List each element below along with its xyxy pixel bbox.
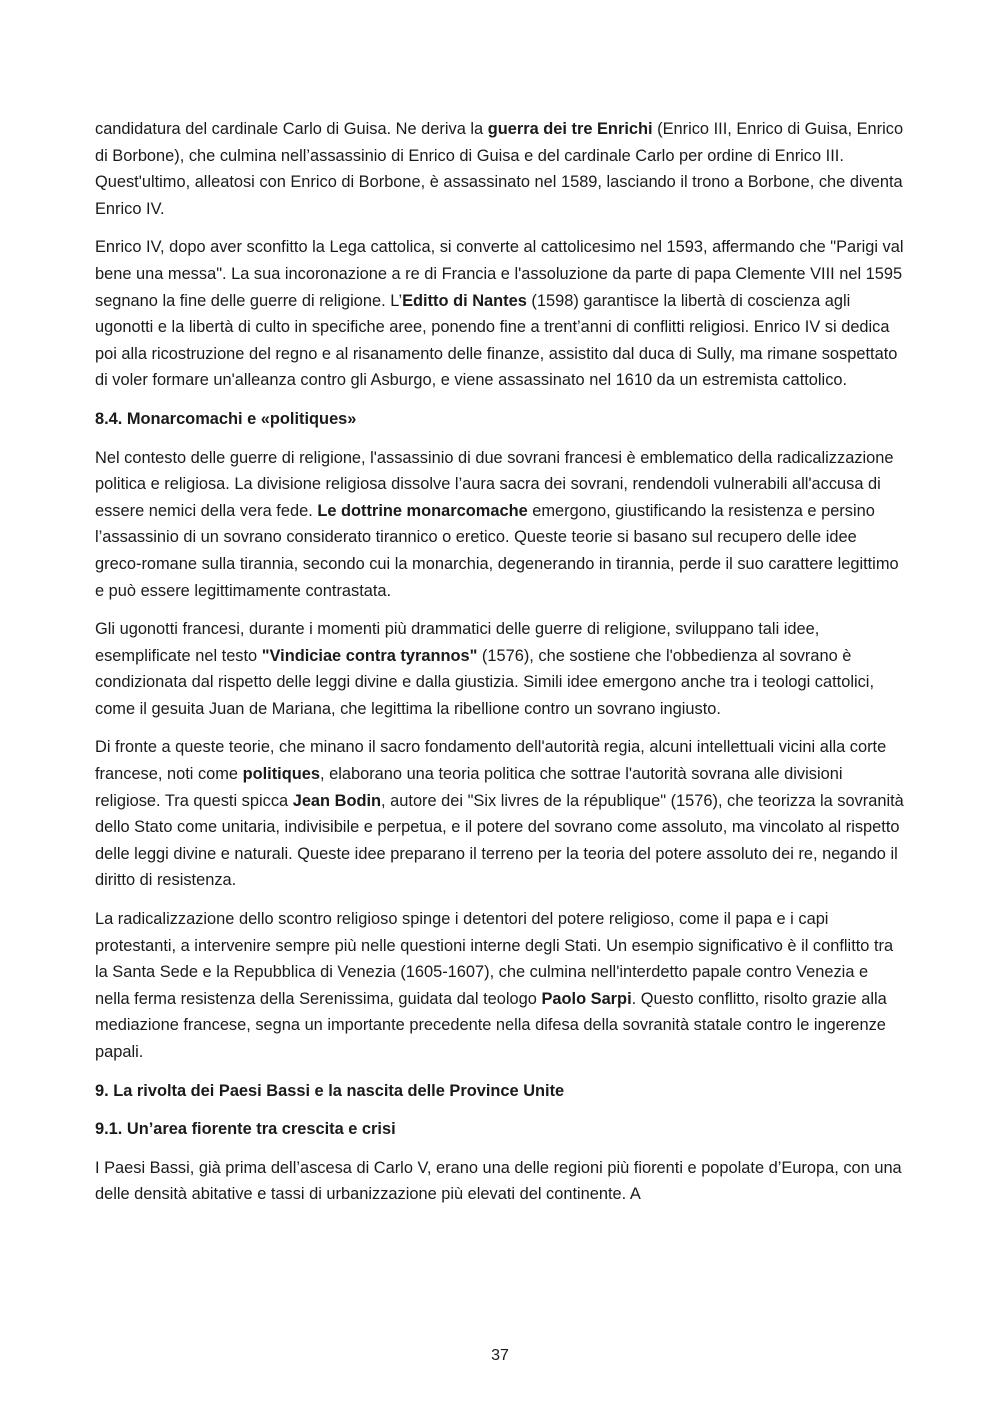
section-heading-9-1: 9.1. Un’area fiorente tra crescita e crisi (95, 1120, 396, 1139)
document-page (95, 116, 907, 1220)
bold-term: guerra dei tre Enrichi (487, 120, 653, 138)
paragraph-monarcomachi (95, 445, 907, 605)
paragraph-paesi-bassi (95, 1155, 907, 1208)
text-span: (1598) garantisce la libertà di coscienza agli ugonotti e la libertà di culto in specifiche aree, ponendo fine a trent’anni di conflitti religiosi. Enrico IV si dedica poi alla ricostruzione del regno e al risanamento delle finanze, assistito dal duca di Sully, ma rimane sospettato di voler formare un'alleanza contro gli Asburgo, e viene assassinato nel 1610 da un estremista cattolico. (95, 291, 898, 390)
bold-term: "Vindiciae contra tyrannos" (261, 646, 478, 665)
paragraph-politiques (95, 734, 907, 894)
text-span: candidatura del cardinale Carlo di Guisa. Ne deriva la (95, 120, 488, 138)
text-span: Gli ugonotti francesi, durante i momenti più drammatici delle guerre di religione, sviluppano tali idee, esemplificate nel testo (95, 620, 820, 665)
paragraph-ugonotti (95, 616, 907, 722)
text-span: (1576), che sostiene che l'obbedienza al sovrano è condizionata dal rispetto delle leggi divine e dalla giustizia. Simili idee emergono anche tra i teologi cattolici, come il gesuita Juan de Mariana, che legittima la ribellione contro un sovrano ingiusto. (95, 646, 875, 718)
paragraph-guerra-tre-enrichi (95, 116, 907, 222)
section-heading-9: 9. La rivolta dei Paesi Bassi e la nascita delle Province Unite (95, 1081, 565, 1100)
text-span: I Paesi Bassi, già prima dell’ascesa di Carlo V, erano una delle regioni più fiorenti e popolate d’Europa, con una delle densità abitative e tassi di urbanizzazione più elevati del continente. A (95, 1158, 902, 1204)
text-span: Nel contesto delle guerre di religione, l'assassinio di due sovrani francesi è emblematico della radicalizzazione politica e religiosa. La divisione religiosa dissolve l’aura sacra dei sovrani, rendendoli vulnerabili all'accusa di essere nemici della vera fede. (95, 448, 894, 520)
text-span: Di fronte a queste teorie, che minano il sacro fondamento dell'autorità regia, alcuni intellettuali vicini alla corte francese, noti come (95, 738, 887, 784)
text-span: La radicalizzazione dello scontro religioso spinge i detentori del potere religioso, come il papa e i capi protestanti, a intervenire sempre più nelle questioni interne degli Stati. Un esempio significativo è il conflitto tra la Santa Sede e la Repubblica di Venezia (1605-1607), che culmina nell'interdetto papale contro Venezia e nella ferma resistenza della Serenissima, guidata dal teologo (95, 910, 894, 1008)
text-span: . Questo conflitto, risolto grazie alla mediazione francese, segna un importante precedente nella difesa della sovranità statale contro le ingerenze papali. (95, 989, 887, 1061)
text-span: Enrico IV, dopo aver sconfitto la Lega cattolica, si converte al cattolicesimo nel 1593, affermando che "Parigi val bene una messa". La sua incoronazione a re di Francia e l'assoluzione da parte di papa Clemente VIII nel 1595 segnano la fine delle guerre di religione. L’ (95, 238, 904, 310)
bold-term: Jean Bodin (292, 791, 382, 810)
text-span: (Enrico III, Enrico di Guisa, Enrico di Borbone), che culmina nell’assassinio di Enrico di Guisa e del cardinale Carlo per ordine di Enrico III. Quest'ultimo, alleatosi con Enrico di Borbone, è assassinato nel 1589, lasciando il trono a Borbone, che diventa Enrico IV. (95, 120, 904, 218)
text-span: , autore dei "Six livres de la république" (1576), che teorizza la sovranità dello Stato come unitaria, indivisibile e perpetua, e il potere del sovrano come assoluto, ma vincolato al rispetto delle leggi divine e naturali. Queste idee preparano il terreno per la teoria del potere assoluto dei re, negando il diritto di resistenza. (95, 791, 904, 890)
section-heading-8-4: 8.4. Monarcomachi e «politiques» (95, 409, 357, 428)
paragraph-enrico-iv (95, 234, 907, 394)
text-span: emergono, giustificando la resistenza e persino l’assassinio di un sovrano considerato tirannico o eretico. Queste teorie si basano sul recupero delle idee greco-romane sulla tirannia, secondo cui la monarchia, degenerando in tirannia, perde il suo carattere legittimo e può essere legittimamente contrastata. (95, 501, 899, 600)
bold-term: Paolo Sarpi (541, 989, 632, 1008)
bold-term: Le dottrine monarcomache (317, 501, 528, 520)
text-span: , elaborano una teoria politica che sottrae l'autorità sovrana alle divisioni religiose. Tra questi spicca (95, 765, 843, 810)
bold-term: Editto di Nantes (402, 291, 527, 310)
paragraph-venezia (95, 906, 907, 1066)
page-number: 37 (491, 1347, 509, 1364)
bold-term: politiques (242, 765, 320, 784)
